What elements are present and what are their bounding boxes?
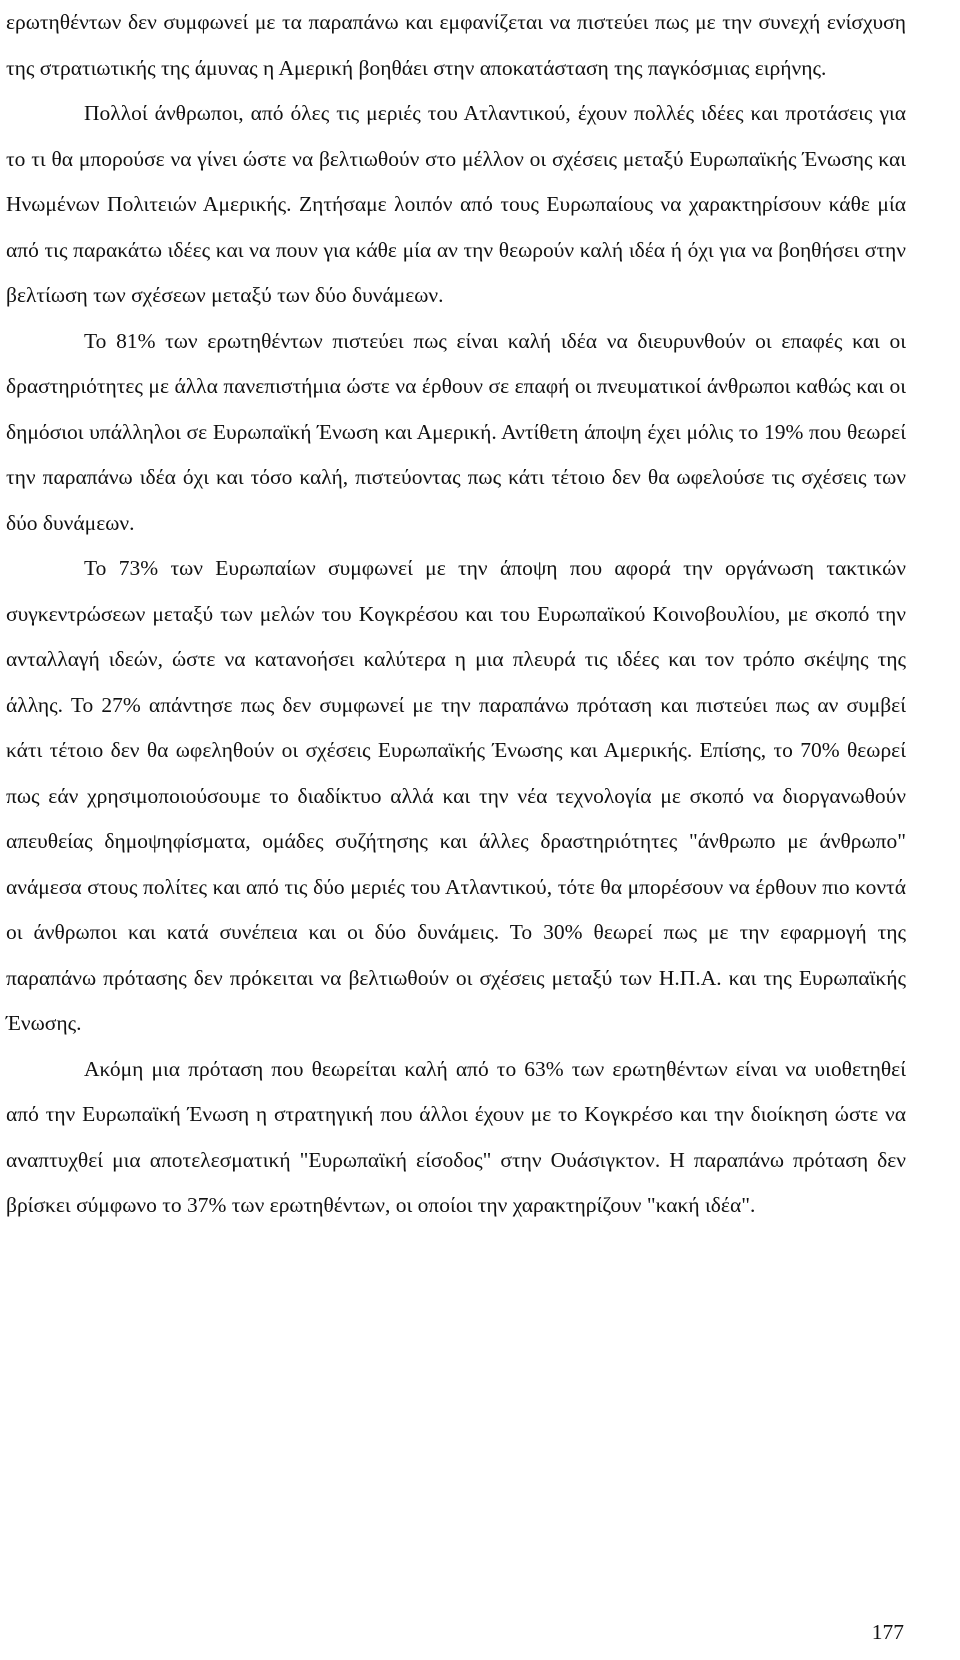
paragraph-congress-parliament: Το 73% των Ευρωπαίων συμφωνεί με την άποψη που αφορά την οργάνωση τακτικών συγκεντρώσεων μεταξύ των μελών του Κογκρέσου και του Ευρωπαϊκού Κοινοβουλίου, με σκοπό την ανταλλαγή ιδεών, ώστε να κατανοήσει καλύτερα η μια πλευρά τις ιδέες και τον τρόπο σκέψης της άλλης. Το 27% απάντησε πως δεν συμφωνεί με την παραπάνω πρόταση και πιστεύει πως αν συμβεί κάτι τέτοιο δεν θα ωφεληθούν οι σχέσεις Ευρωπαϊκής Ένωσης και Αμερικής. Επίσης, το 70% θεωρεί πως εάν χρησιμοποιούσουμε το διαδίκτυο αλλά και την νέα τεχνολογία με σκοπό να διοργανωθούν απευθείας δημοψηφίσματα, ομάδες συζήτησης και άλλες δραστηριότητες "άνθρωπο με άνθρωπο" ανάμεσα στους πολίτες και από τις δύο μεριές του Ατλαντικού, τότε θα μπορέσουν να έρθουν πιο κοντά οι άνθρωποι και κατά συνέπεια και οι δύο δυνάμεις. Το 30% θεωρεί πως με την εφαρμογή της παραπάνω πρότασης δεν πρόκειται να βελτιωθούν οι σχέσεις μεταξύ των Η.Π.Α. και της Ευρωπαϊκής Ένωσης.: [6, 556, 906, 1035]
paragraph-universities: Το 81% των ερωτηθέντων πιστεύει πως είναι καλή ιδέα να διευρυνθούν οι επαφές και οι δραστηριότητες με άλλα πανεπιστήμια ώστε να έρθουν σε επαφή οι πνευματικοί άνθρωποι καθώς και οι δημόσιοι υπάλληλοι σε Ευρωπαϊκή Ένωση και Αμερική. Αντίθετη άποψη έχει μόλις το 19% που θεωρεί την παραπάνω ιδέα όχι και τόσο καλή, πιστεύοντας πως κάτι τέτοιο δεν θα ωφελούσε τις σχέσεις των δύο δυνάμεων.: [6, 328, 906, 535]
paragraph-washington-lobby: Ακόμη μια πρόταση που θεωρείται καλή από το 63% των ερωτηθέντων είναι να υιοθετηθεί από την Ευρωπαϊκή Ένωση η στρατηγική που άλλοι έχουν με το Κογκρέσο και την διοίκηση ώστε να αναπτυχθεί μια αποτελεσματική "Ευρωπαϊκή είσοδος" στην Ουάσιγκτον. Η παραπάνω πρόταση δεν βρίσκει σύμφωνο το 37% των ερωτηθέντων, οι οποίοι την χαρακτηρίζουν "κακή ιδέα".: [6, 1056, 906, 1217]
paragraph-ideas-intro: Πολλοί άνθρωποι, από όλες τις μεριές του Ατλαντικού, έχουν πολλές ιδέες και προτάσεις για το τι θα μπορούσε να γίνει ώστε να βελτιωθούν στο μέλλον οι σχέσεις μεταξύ Ευρωπαϊκής Ένωσης και Ηνωμένων Πολιτειών Αμερικής. Ζητήσαμε λοιπόν από τους Ευρωπαίους να χαρακτηρίσουν κάθε μία από τις παρακάτω ιδέες και να πουν για κάθε μία αν την θεωρούν καλή ιδέα ή όχι για να βοηθήσει στην βελτίωση των σχέσεων μεταξύ των δύο δυνάμεων.: [6, 101, 906, 307]
paragraph-continuation: ερωτηθέντων δεν συμφωνεί με τα παραπάνω και εμφανίζεται να πιστεύει πως με την συνεχή ενίσχυση της στρατιωτικής της άμυνας η Αμερική βοηθάει στην αποκατάσταση της παγκόσμιας ειρήνης.: [6, 10, 906, 80]
document-body: [6, 0, 906, 1229]
page-number: 177: [871, 1620, 904, 1644]
